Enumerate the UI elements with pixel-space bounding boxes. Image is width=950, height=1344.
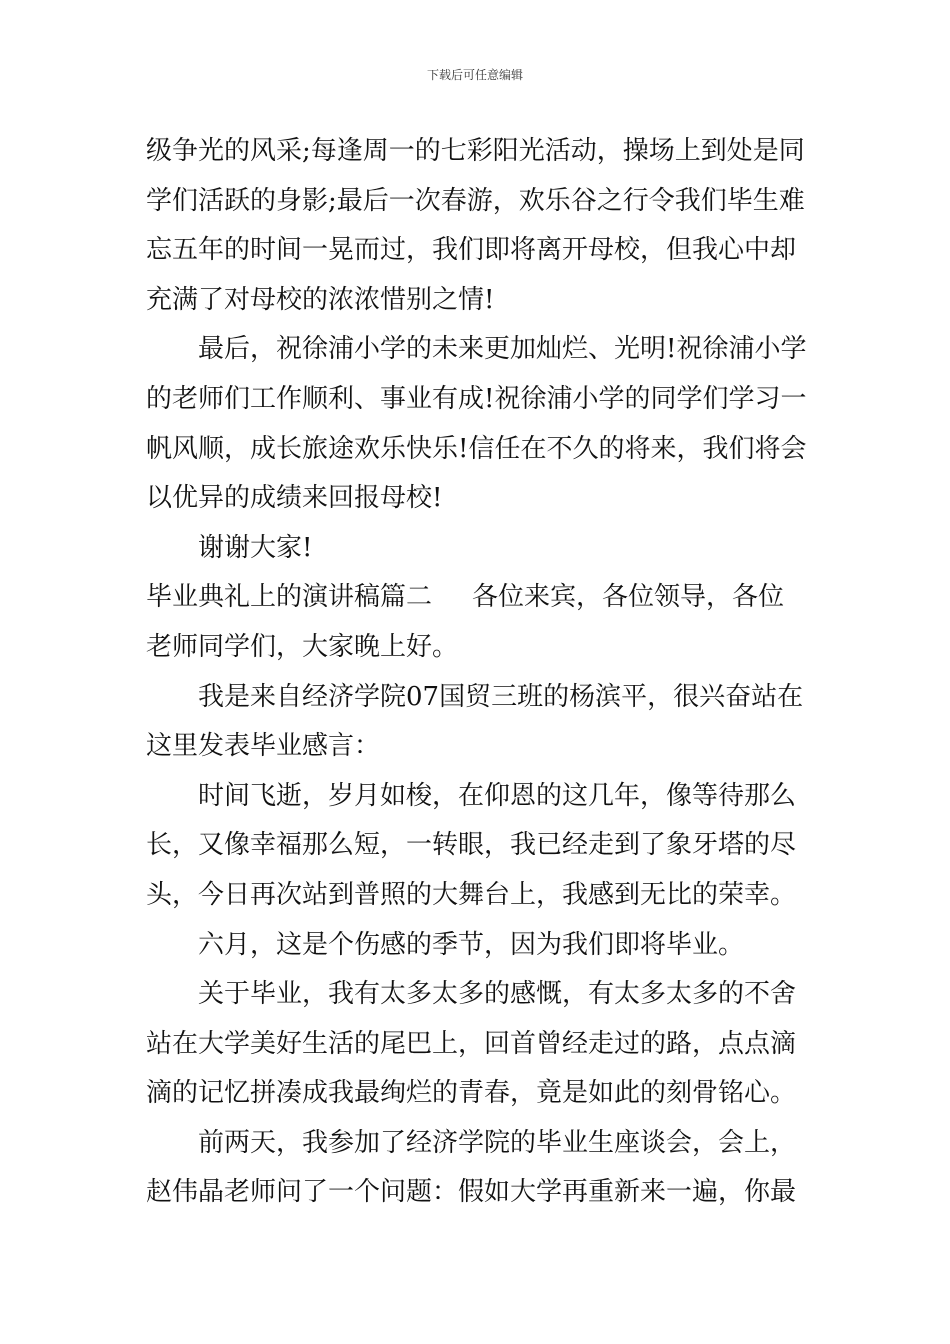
text-line: 谢谢大家! xyxy=(198,532,313,563)
text-line: 赵伟晶老师问了一个问题：假如大学再重新来一遍，你最 xyxy=(146,1177,797,1208)
text-line: 的老师们工作顺利、事业有成!祝徐浦小学的同学们学习一 xyxy=(146,383,807,414)
page-header: 下载后可任意编辑 xyxy=(426,68,523,82)
text-line: 滴的记忆拼凑成我最绚烂的青春，竟是如此的刻骨铭心。 xyxy=(146,1078,797,1109)
text-line: 我是来自经济学院07国贸三班的杨滨平，很兴奋站在 xyxy=(198,681,804,712)
text-line: 时间飞逝，岁月如梭，在仰恩的这几年，像等待那么 xyxy=(198,780,797,811)
section-title-line xyxy=(146,573,808,623)
text-line: 长，又像幸福那么短，一转眼，我已经走到了象牙塔的尽 xyxy=(146,830,797,861)
text-line: 各位来宾，各位领导，各位 xyxy=(472,582,785,613)
text-line: 忘五年的时间一晃而过，我们即将离开母校，但我心中却 xyxy=(146,235,797,266)
text-line: 关于毕业，我有太多太多的感慨，有太多太多的不舍 xyxy=(198,979,797,1010)
text-line: 级争光的风采;每逢周一的七彩阳光活动，操场上到处是同 xyxy=(146,136,805,166)
text-line: 站在大学美好生活的尾巴上，回首曾经走过的路，点点滴 xyxy=(146,1028,797,1059)
text-line: 这里发表毕业感言： xyxy=(146,731,381,762)
text-line: 帆风顺，成长旅途欢乐快乐!信任在不久的将来，我们将会 xyxy=(146,433,807,464)
text-line: 头，今日再次站到普照的大舞台上，我感到无比的荣幸。 xyxy=(146,879,797,910)
text-line: 充满了对母校的浓浓惜别之情! xyxy=(146,284,495,315)
document-body xyxy=(146,127,808,1218)
text-line: 前两天，我参加了经济学院的毕业生座谈会，会上， xyxy=(198,1127,797,1158)
text-line: 最后，祝徐浦小学的未来更加灿烂、光明!祝徐浦小学 xyxy=(198,334,807,365)
section-title: 毕业典礼上的演讲稿篇二 xyxy=(146,582,433,613)
text-line: 学们活跃的身影;最后一次春游，欢乐谷之行令我们毕生难 xyxy=(146,185,805,216)
text-line: 以优异的成绩来回报母校! xyxy=(146,483,443,514)
text-line: 六月，这是个伤感的季节，因为我们即将毕业。 xyxy=(198,929,745,960)
text-line: 老师同学们，大家晚上好。 xyxy=(146,631,459,662)
